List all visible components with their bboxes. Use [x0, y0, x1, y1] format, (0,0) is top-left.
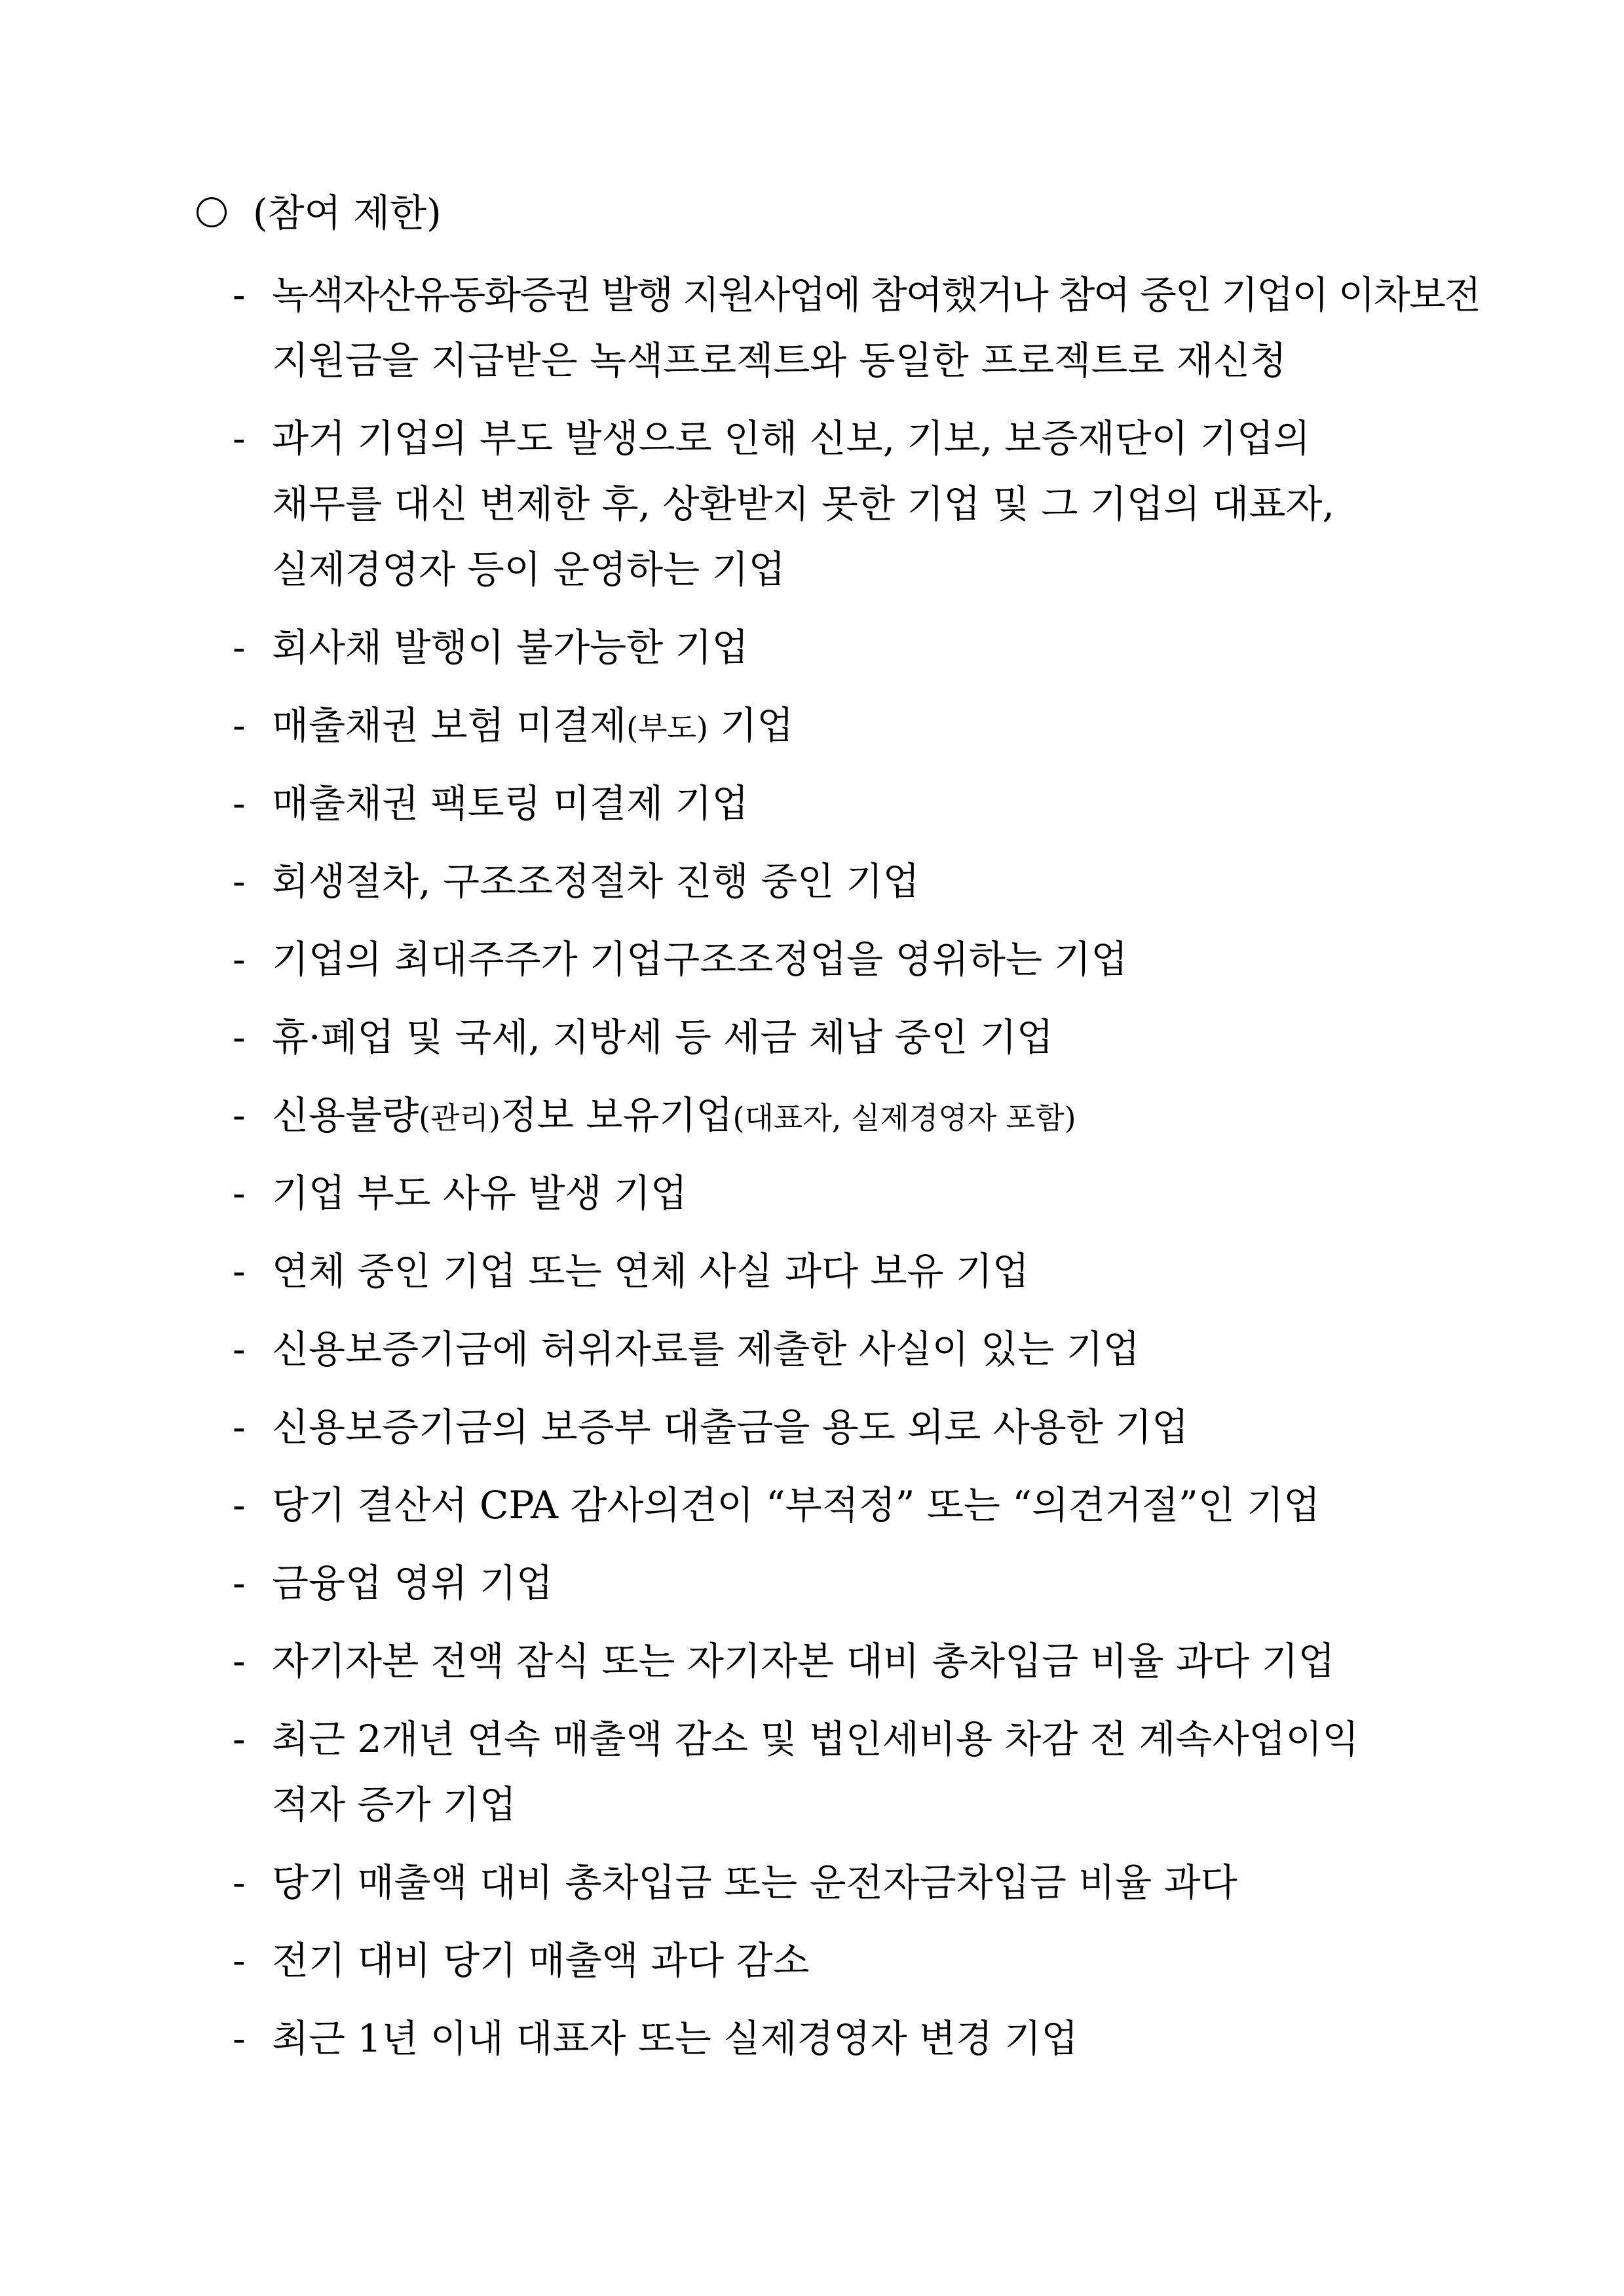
- list-item-text: 지원금을 지급받은 녹색프로젝트와 동일한 프로젝트로 재신청: [272, 338, 1287, 383]
- list-item: [233, 1628, 1477, 1694]
- list-item: [233, 771, 1477, 836]
- dash-bullet: -: [233, 1015, 246, 1060]
- dash-bullet: -: [233, 1717, 246, 1761]
- list-item: [233, 849, 1477, 914]
- list-item: [233, 693, 1477, 758]
- dash-bullet: -: [233, 625, 246, 670]
- dash-bullet: -: [233, 273, 246, 317]
- list-item: [233, 615, 1477, 680]
- list-item: [233, 1004, 1477, 1070]
- list-item: [233, 2006, 1477, 2071]
- list-item-tail: 기업: [708, 703, 794, 748]
- section-heading-label: (참여 제한): [253, 191, 442, 235]
- list-item-text: 자기자본 전액 잠식 또는 자기자본 대비 총차입금 비율 과다 기업: [272, 1639, 1335, 1683]
- list-item-text: 회생절차, 구조조정절차 진행 중인 기업: [272, 859, 920, 904]
- list-item-text: 연체 중인 기업 또는 연체 사실 과다 보유 기업: [272, 1249, 1029, 1293]
- list-item: [233, 1850, 1477, 1915]
- list-item-text: 최근 1년 이내 대표자 또는 실제경영자 변경 기업: [272, 2016, 1078, 2061]
- restriction-list: [233, 262, 1480, 2084]
- dash-bullet: -: [233, 1249, 246, 1293]
- list-item-text: 과거 기업의 부도 발생으로 인해 신보, 기보, 보증재단이 기업의: [272, 416, 1311, 461]
- dash-bullet: -: [233, 859, 246, 904]
- list-item-text: 당기 매출액 대비 총차입금 또는 운전자금차입금 비율 과다: [272, 1860, 1237, 1905]
- list-item-main: 신용불량: [272, 1093, 419, 1138]
- dash-bullet: -: [233, 1938, 246, 1983]
- dash-bullet: -: [233, 1327, 246, 1371]
- dash-bullet: -: [233, 781, 246, 826]
- list-item: [233, 1706, 1477, 1837]
- circle-bullet-icon: [197, 197, 227, 227]
- dash-bullet: -: [233, 1483, 246, 1527]
- list-item-text: 매출채권 팩토링 미결제 기업: [272, 781, 749, 826]
- dash-bullet: -: [233, 1561, 246, 1605]
- list-item: [233, 1472, 1477, 1538]
- list-item-text: 회사채 발행이 불가능한 기업: [272, 625, 749, 670]
- list-item-text: 실제경영자 등이 운영하는 기업: [272, 547, 785, 592]
- dash-bullet: -: [233, 703, 246, 748]
- list-item-note: (관리): [419, 1100, 500, 1136]
- list-item: [233, 1394, 1477, 1460]
- list-item-text: 채무를 대신 변제한 후, 상환받지 못한 기업 및 그 기업의 대표자,: [272, 482, 1334, 526]
- list-item-note: (부도): [626, 710, 708, 746]
- dash-bullet: -: [233, 1405, 246, 1449]
- list-item-text: 금융업 영위 기업: [272, 1561, 554, 1605]
- list-item-text: 전기 대비 당기 매출액 과다 감소: [272, 1938, 810, 1983]
- list-item-text: 신용보증기금의 보증부 대출금을 용도 외로 사용한 기업: [272, 1405, 1189, 1449]
- list-item-note: (대표자, 실제경영자 포함): [732, 1100, 1076, 1136]
- list-item: [233, 1928, 1477, 1993]
- dash-bullet: -: [233, 416, 246, 461]
- list-item-text: 녹색자산유동화증권 발행 지원사업에 참여했거나 참여 중인 기업이 이차보전: [272, 273, 1480, 317]
- list-item: [233, 1550, 1477, 1616]
- list-item: [233, 1316, 1477, 1382]
- dash-bullet: -: [233, 1639, 246, 1683]
- dash-bullet: -: [233, 1171, 246, 1215]
- list-item: [233, 1082, 1477, 1148]
- dash-bullet: -: [233, 1860, 246, 1905]
- list-item-text: 휴·폐업 및 국세, 지방세 등 세금 체납 중인 기업: [272, 1015, 1053, 1060]
- dash-bullet: -: [233, 1093, 246, 1138]
- list-item-text: 당기 결산서 CPA 감사의견이 “부적정” 또는 “의견거절”인 기업: [272, 1483, 1321, 1527]
- list-item-text: [272, 1082, 1477, 1148]
- dash-bullet: -: [233, 2016, 246, 2061]
- section-heading: [197, 187, 442, 239]
- list-item: [233, 1160, 1477, 1226]
- list-item: [233, 927, 1477, 992]
- list-item-text: 기업 부도 사유 발생 기업: [272, 1171, 688, 1215]
- list-item: [233, 262, 1480, 393]
- list-item-main: 정보 보유기업: [500, 1093, 733, 1138]
- list-item-text: 적자 증가 기업: [272, 1782, 517, 1827]
- list-item-text: 기업의 최대주주가 기업구조조정업을 영위하는 기업: [272, 937, 1128, 982]
- list-item-text: 최근 2개년 연속 매출액 감소 및 법인세비용 차감 전 계속사업이익: [272, 1717, 1359, 1761]
- dash-bullet: -: [233, 937, 246, 982]
- list-item-text: 신용보증기금에 허위자료를 제출한 사실이 있는 기업: [272, 1327, 1140, 1371]
- list-item-main: 매출채권 보험 미결제: [272, 703, 627, 748]
- list-item-text: [272, 693, 1477, 758]
- list-item: [233, 406, 1477, 602]
- list-item: [233, 1238, 1477, 1304]
